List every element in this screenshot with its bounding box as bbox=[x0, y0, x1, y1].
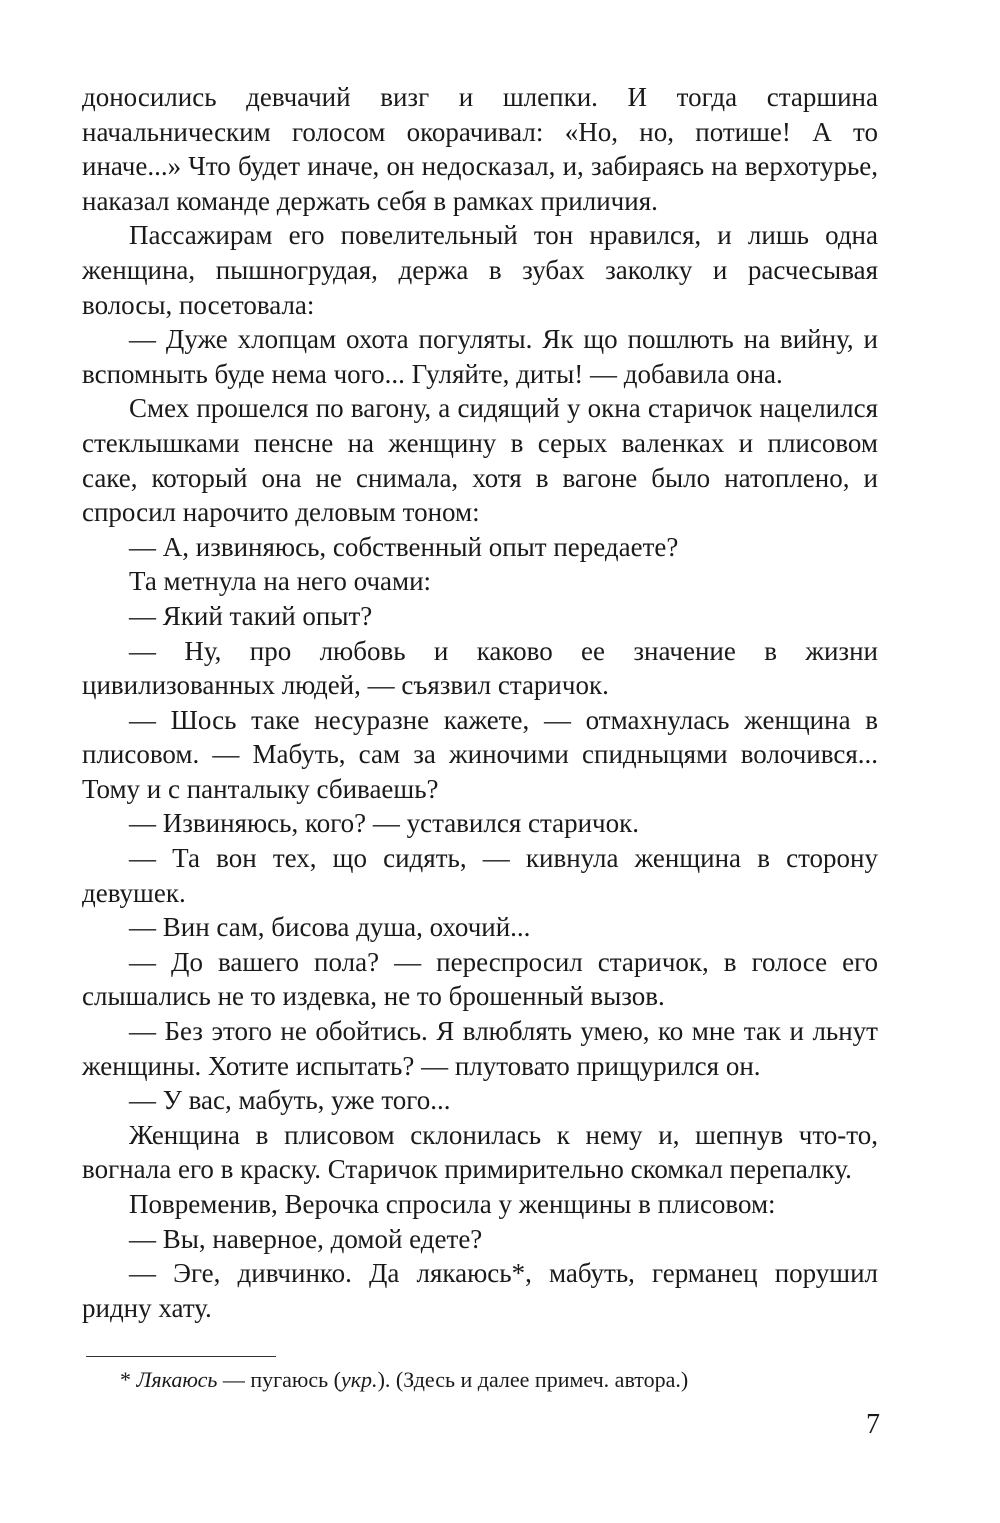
footnote bbox=[120, 1366, 688, 1394]
footnote-term: Лякаюсь bbox=[136, 1367, 218, 1392]
paragraph: — Вы, наверное, домой едете? bbox=[129, 1223, 483, 1254]
paragraph: — Эге, дивчинко. Да лякаюсь*, мабуть, германец порушил ридну хату. bbox=[82, 1258, 878, 1323]
paragraph: Женщина в плисовом склонилась к нему и, шепнув что-то, вогнала его в краску. Старичок примирительно скомкал перепалку. bbox=[82, 1119, 878, 1185]
paragraph: — У вас, мабуть, уже того... bbox=[129, 1085, 451, 1116]
paragraph: Пассажирам его повелительный тон нравился, и лишь одна женщина, пышногрудая, держа в зубах заколку и расчесывая волосы, посетовала: bbox=[82, 220, 878, 320]
footnote-language: укр. bbox=[341, 1367, 378, 1392]
footnote-dash: — пугаюсь ( bbox=[217, 1367, 341, 1392]
paragraph: Та метнула на него очами: bbox=[129, 566, 432, 597]
paragraph: — Який такий опыт? bbox=[129, 600, 373, 631]
page-number: 7 bbox=[866, 1409, 880, 1440]
paragraph: Повременив, Верочка спросила у женщины в плисовом: bbox=[129, 1189, 776, 1219]
paragraph: — Извиняюсь, кого? — уставился старичок. bbox=[129, 808, 639, 839]
paragraph: доносились девчачий визг и шлепки. И тогда старшина начальническим голосом окорачивал: «Но, но, потише! А то иначе...» Что будет иначе, он недосказал, и, забираясь на верхотурье, наказал команде держать себя в рамках приличия. bbox=[82, 82, 878, 216]
footnote-marker: * bbox=[120, 1367, 137, 1392]
paragraph: — Вин сам, бисова душа, охочий... bbox=[129, 912, 531, 943]
paragraph: — А, извиняюсь, собственный опыт передаете? bbox=[129, 531, 679, 562]
paragraph: — Шось таке несуразне кажете, — отмахнулась женщина в плисовом. — Мабуть, сам за жиночими спидныцями волочився... Тому и с панталыку сбиваешь? bbox=[82, 704, 878, 804]
paragraph: — Без этого не обойтись. Я влюблять умею, ко мне так и льнут женщины. Хотите испытать? — плутовато прищурился он. bbox=[82, 1016, 878, 1081]
paragraph: — До вашего пола? — переспросил старичок, в голосе его слышались не то издевка, не то брошенный вызов. bbox=[82, 946, 878, 1012]
page-body bbox=[82, 80, 878, 1325]
paragraph: — Ну, про любовь и каково ее значение в жизни цивилизованных людей, — съязвил старичок. bbox=[82, 635, 878, 701]
footnote-divider bbox=[86, 1356, 276, 1357]
paragraph: — Дуже хлопцам охота погуляты. Як що пошлють на вийну, и вспомныть буде нема чого... Гуляйте, диты! — добавила она. bbox=[82, 324, 878, 389]
footnote-rest: ). (Здесь и далее примеч. автора.) bbox=[377, 1367, 689, 1392]
paragraph: Смех прошелся по вагону, а сидящий у окна старичок нацелился стеклышками пенсне на женщину в серых валенках и плисовом саке, который она не снимала, хотя в вагоне было натоплено, и спросил нарочито деловым тоном: bbox=[82, 393, 878, 528]
paragraph: — Та вон тех, що сидять, — кивнула женщина в сторону девушек. bbox=[82, 843, 878, 908]
